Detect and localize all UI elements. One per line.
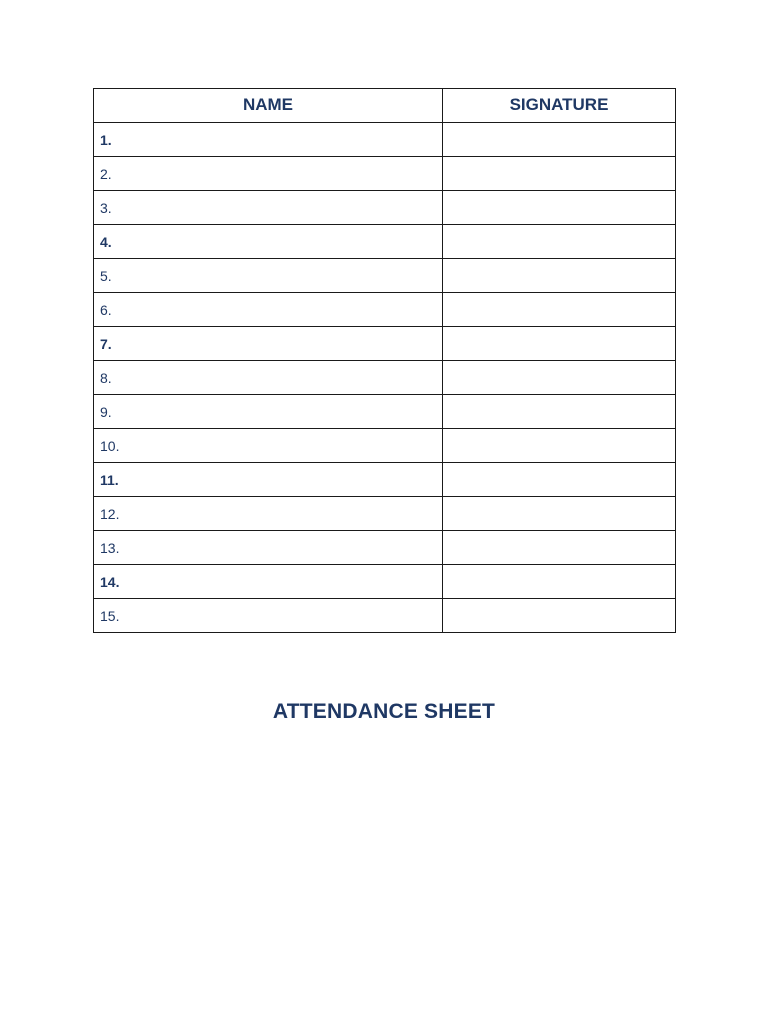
attendance-table	[93, 88, 676, 633]
table-row	[94, 259, 676, 293]
signature-cell[interactable]	[443, 497, 676, 531]
table-row	[94, 293, 676, 327]
signature-cell[interactable]	[443, 157, 676, 191]
signature-cell[interactable]	[443, 429, 676, 463]
table-row	[94, 191, 676, 225]
table-body	[94, 123, 676, 633]
name-cell[interactable]: 11.	[94, 463, 443, 497]
signature-cell[interactable]	[443, 191, 676, 225]
signature-cell[interactable]	[443, 463, 676, 497]
name-column-header: NAME	[94, 89, 443, 123]
signature-cell[interactable]	[443, 361, 676, 395]
table-row	[94, 497, 676, 531]
signature-cell[interactable]	[443, 225, 676, 259]
name-cell[interactable]: 8.	[94, 361, 443, 395]
name-cell[interactable]: 15.	[94, 599, 443, 633]
signature-cell[interactable]	[443, 565, 676, 599]
name-cell[interactable]: 2.	[94, 157, 443, 191]
signature-cell[interactable]	[443, 395, 676, 429]
table-row	[94, 599, 676, 633]
table-row	[94, 225, 676, 259]
table-row	[94, 429, 676, 463]
name-cell[interactable]: 12.	[94, 497, 443, 531]
name-cell[interactable]: 7.	[94, 327, 443, 361]
signature-cell[interactable]	[443, 293, 676, 327]
signature-cell[interactable]	[443, 259, 676, 293]
table-row	[94, 327, 676, 361]
table-row	[94, 395, 676, 429]
name-cell[interactable]: 6.	[94, 293, 443, 327]
table-row	[94, 565, 676, 599]
table-row	[94, 123, 676, 157]
table-header-row	[94, 89, 676, 123]
signature-cell[interactable]	[443, 599, 676, 633]
signature-column-header: SIGNATURE	[443, 89, 676, 123]
table-row	[94, 157, 676, 191]
table-row	[94, 531, 676, 565]
sheet-title: ATTENDANCE SHEET	[272, 700, 496, 723]
signature-cell[interactable]	[443, 123, 676, 157]
signature-cell[interactable]	[443, 531, 676, 565]
name-cell[interactable]: 14.	[94, 565, 443, 599]
name-cell[interactable]: 4.	[94, 225, 443, 259]
name-cell[interactable]: 3.	[94, 191, 443, 225]
name-cell[interactable]: 1.	[94, 123, 443, 157]
name-cell[interactable]: 5.	[94, 259, 443, 293]
table-row	[94, 361, 676, 395]
table-row	[94, 463, 676, 497]
signature-cell[interactable]	[443, 327, 676, 361]
name-cell[interactable]: 10.	[94, 429, 443, 463]
name-cell[interactable]: 13.	[94, 531, 443, 565]
name-cell[interactable]: 9.	[94, 395, 443, 429]
